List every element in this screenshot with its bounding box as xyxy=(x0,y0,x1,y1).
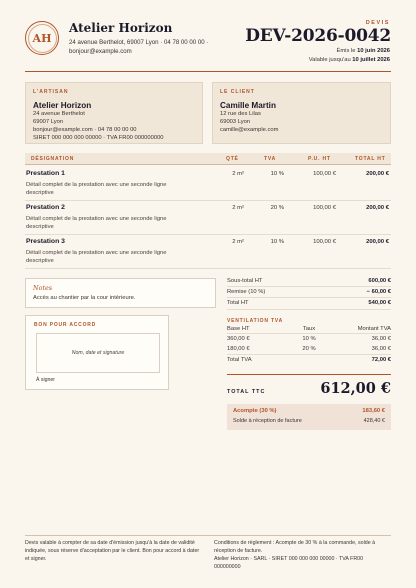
row-description: Détail complet de la prestation avec une seconde ligne descriptive xyxy=(26,182,167,196)
footer-payment-terms: Conditions de règlement : Acompte de 30 % à la commande, solde à réception de facture. xyxy=(214,540,376,554)
vat-rate: 10 % xyxy=(302,336,316,342)
row-title: Prestation 2 xyxy=(26,204,65,211)
total-vat-line xyxy=(227,357,391,363)
client-name: Camille Martin xyxy=(220,101,276,110)
row-unit-price: 100,00 € xyxy=(313,239,336,245)
logo-initials: AH xyxy=(28,24,57,53)
vat-rate: 20 % xyxy=(302,346,316,352)
vat-amount: 36,00 € xyxy=(371,346,391,352)
discount-label: Remise (10 %) xyxy=(227,289,266,295)
deposit-line xyxy=(233,408,385,418)
balance-line xyxy=(233,418,385,428)
total-vat-value: 72,00 € xyxy=(371,357,391,363)
artisan-tag: L'ARTISAN xyxy=(33,89,69,95)
total-ttc-value: 612,00 € xyxy=(320,380,391,397)
footer-divider xyxy=(25,535,391,536)
signature-box xyxy=(25,315,169,390)
signature-field[interactable] xyxy=(36,333,160,373)
table-row xyxy=(25,234,391,269)
row-qty: 2 m² xyxy=(232,171,244,177)
vat-breakdown-tag: VENTILATION TVA xyxy=(227,318,283,324)
header-total: TOTAL HT xyxy=(355,156,386,162)
row-qty: 2 m² xyxy=(232,205,244,211)
signature-footer: À signer xyxy=(36,377,56,383)
notes-text: Accès au chantier par la cour intérieure. xyxy=(33,295,136,301)
company-name: Atelier Horizon xyxy=(69,21,173,35)
client-details xyxy=(220,111,383,135)
total-ht-label: Total HT xyxy=(227,300,249,306)
row-description: Détail complet de la prestation avec une seconde ligne descriptive xyxy=(26,250,167,264)
row-total: 200,00 € xyxy=(366,205,389,211)
client-tag: LE CLIENT xyxy=(220,89,255,95)
artisan-legal: SIRET 000 000 000 00000 · TVA FR00 000000000 xyxy=(33,134,164,141)
table-row xyxy=(25,200,391,235)
footer-terms-block xyxy=(214,540,391,572)
valid-date: 10 juillet 2026 xyxy=(352,56,390,63)
row-tva: 10 % xyxy=(270,239,284,245)
deposit-value: 183,60 € xyxy=(362,408,385,414)
header-designation: DÉSIGNATION xyxy=(31,156,75,162)
subtotal-line xyxy=(227,278,391,284)
table-row xyxy=(25,166,391,201)
row-tva: 20 % xyxy=(270,205,284,211)
footer-legal: Atelier Horizon · SARL · SIRET 000 000 000 00000 · TVA FR00 000000000 xyxy=(214,555,364,570)
document-number: DEV-2026-0042 xyxy=(245,26,391,46)
issued-date-line: Émis le 10 juin 2026 xyxy=(336,48,390,54)
artisan-details xyxy=(33,111,195,143)
company-email: bonjour@example.com xyxy=(69,47,132,55)
company-logo xyxy=(25,21,59,55)
vat-base: 360,00 € xyxy=(227,336,250,342)
header-tva: TVA xyxy=(264,156,277,162)
subtotal-label: Sous-total HT xyxy=(227,278,263,284)
header-unit-price: P.U. HT xyxy=(308,156,331,162)
total-ht-value: 540,00 € xyxy=(368,300,391,306)
company-address: 24 avenue Berthelot, 69007 Lyon · 04 78 00 00 00 · xyxy=(69,39,209,46)
items-table-header xyxy=(25,153,391,165)
totals-divider xyxy=(227,286,391,287)
balance-value: 428,40 € xyxy=(363,418,385,424)
client-city: 69003 Lyon xyxy=(220,118,251,125)
totals-panel xyxy=(227,278,391,434)
vat-base: 180,00 € xyxy=(227,346,250,352)
totals-divider xyxy=(227,333,391,334)
row-unit-price: 100,00 € xyxy=(313,205,336,211)
deposit-label: Acompte (30 %) xyxy=(233,408,277,414)
row-qty: 2 m² xyxy=(232,239,244,245)
total-ht-line xyxy=(227,300,391,306)
valid-date-line: Valable jusqu'au 10 juillet 2026 xyxy=(308,56,390,63)
ttc-divider xyxy=(227,374,391,375)
row-total: 200,00 € xyxy=(366,239,389,245)
subtotal-value: 600,00 € xyxy=(368,278,391,284)
vat-header-rate: Taux xyxy=(302,326,316,332)
vat-header-base: Base HT xyxy=(227,326,250,332)
client-card xyxy=(212,82,391,144)
notes-title: Notes xyxy=(33,284,53,292)
artisan-city: 69007 Lyon xyxy=(33,118,64,125)
signature-field-label: Nom, date et signature xyxy=(71,350,125,356)
issued-date: 10 juin 2026 xyxy=(357,48,390,54)
row-unit-price: 100,00 € xyxy=(313,171,336,177)
header-divider xyxy=(25,71,391,72)
row-title: Prestation 3 xyxy=(26,238,65,245)
document-kind: DEVIS xyxy=(365,20,390,26)
row-description: Détail complet de la prestation avec une seconde ligne descriptive xyxy=(26,216,167,230)
footer-validity: Devis valable à compter de sa date d'émission jusqu'à la date de validité indiquée, sous réserve d'acceptation par le client. Bon pour accord à dater et signer. xyxy=(25,540,200,562)
document-dates xyxy=(309,47,390,64)
discount-value: − 60,00 € xyxy=(366,289,391,295)
signature-tag: BON POUR ACCORD xyxy=(34,322,97,328)
totals-divider xyxy=(227,309,391,310)
totals-divider xyxy=(227,354,391,355)
notes-box xyxy=(25,278,216,308)
client-email: camille@example.com xyxy=(220,126,279,133)
artisan-street: 24 avenue Berthelot xyxy=(33,111,85,117)
client-street: 12 rue des Lilas xyxy=(220,111,261,117)
header-qty: QTÉ xyxy=(226,156,239,162)
vat-header-amount: Montant TVA xyxy=(357,326,391,332)
total-vat-label: Total TVA xyxy=(227,357,252,363)
row-title: Prestation 1 xyxy=(26,170,65,177)
balance-label: Solde à réception de facture xyxy=(233,418,302,424)
vat-amount: 36,00 € xyxy=(371,336,391,342)
artisan-card xyxy=(25,82,203,144)
totals-divider xyxy=(227,297,391,298)
discount-line xyxy=(227,289,391,295)
company-address-block xyxy=(69,39,219,56)
total-ttc-label: TOTAL TTC xyxy=(227,389,266,395)
row-tva: 10 % xyxy=(270,171,284,177)
artisan-contact: bonjour@example.com · 04 78 00 00 00 xyxy=(33,126,137,133)
deposit-box xyxy=(227,404,391,430)
artisan-name: Atelier Horizon xyxy=(33,101,92,110)
row-total: 200,00 € xyxy=(366,171,389,177)
